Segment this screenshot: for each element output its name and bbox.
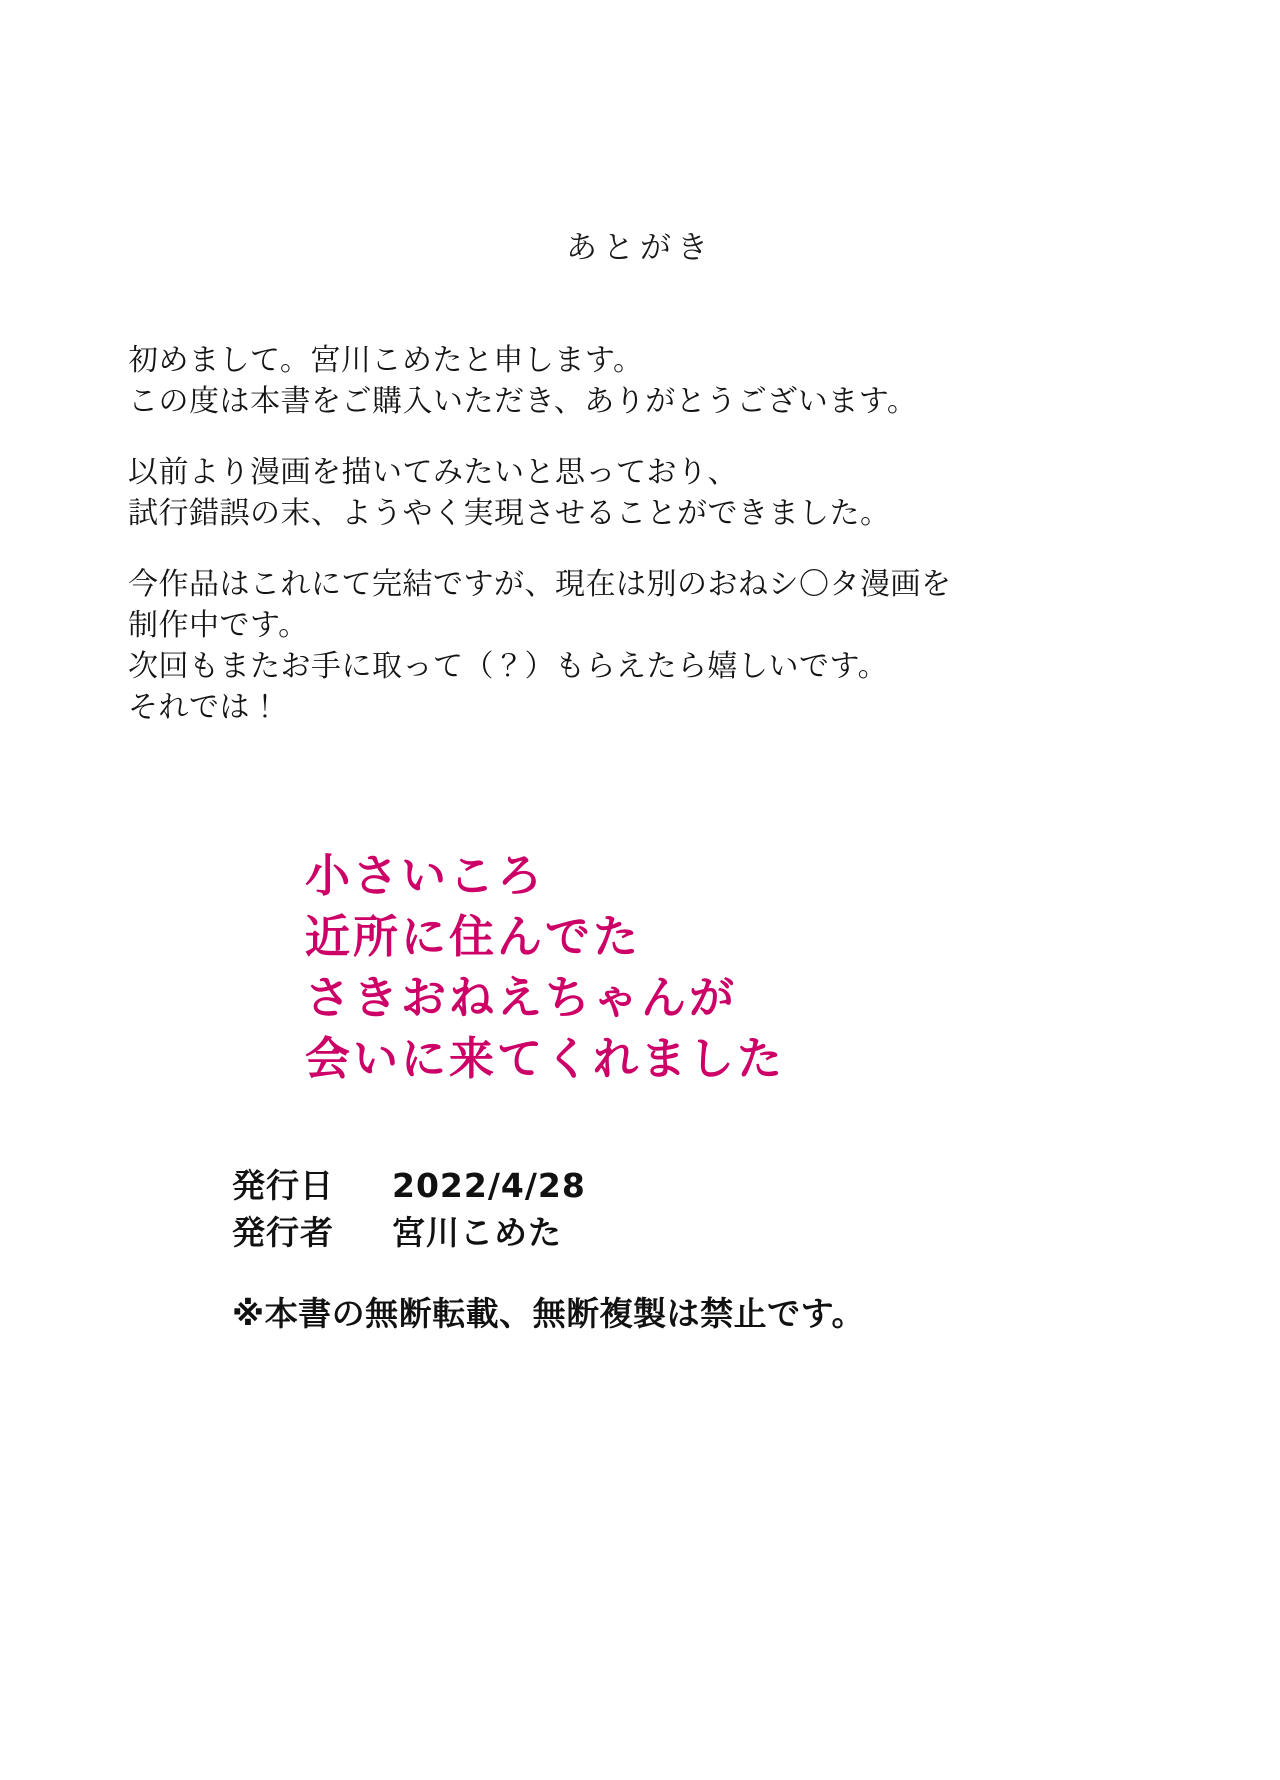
text-line: 初めまして。宮川こめたと申します。 bbox=[128, 343, 644, 378]
text-line: 試行錯誤の末、ようやく実現させることができました。 bbox=[128, 496, 891, 531]
text-line: それでは！ bbox=[128, 690, 281, 725]
colophon-row bbox=[232, 1162, 1132, 1209]
afterword-body bbox=[128, 340, 1128, 728]
colophon-value: 宮川こめた bbox=[392, 1213, 562, 1252]
colophon-label: 発行者 bbox=[232, 1213, 334, 1252]
colophon bbox=[232, 1162, 1132, 1256]
work-title-line: 近所に住んでた bbox=[305, 910, 642, 963]
text-line: 次回もまたお手に取って（？）もらえたら嬉しいです。 bbox=[128, 649, 889, 684]
work-title-line: 会いに来てくれました bbox=[305, 1032, 786, 1085]
text-line: 制作中です。 bbox=[128, 608, 309, 643]
work-title-line: さきおねえちゃんが bbox=[305, 971, 738, 1024]
work-title-line: 小さいころ bbox=[305, 849, 546, 902]
colophon-row bbox=[232, 1209, 1132, 1256]
colophon-value: 2022/4/28 bbox=[392, 1166, 586, 1205]
work-title bbox=[305, 845, 1165, 1089]
text-line: 今作品はこれにて完結ですが、現在は別のおねシ〇タ漫画を bbox=[128, 567, 952, 602]
paragraph-greeting bbox=[128, 340, 1128, 422]
colophon-label: 発行日 bbox=[232, 1166, 334, 1205]
copyright-notice: ※本書の無断転載、無断複製は禁止です。 bbox=[232, 1294, 865, 1333]
text-line: この度は本書をご購入いただき、ありがとうございます。 bbox=[128, 384, 918, 419]
page-title: あとがき bbox=[566, 230, 714, 266]
paragraph-motivation bbox=[128, 452, 1128, 534]
text-line: 以前より漫画を描いてみたいと思っており、 bbox=[128, 455, 738, 490]
paragraph-next-work bbox=[128, 564, 1128, 728]
